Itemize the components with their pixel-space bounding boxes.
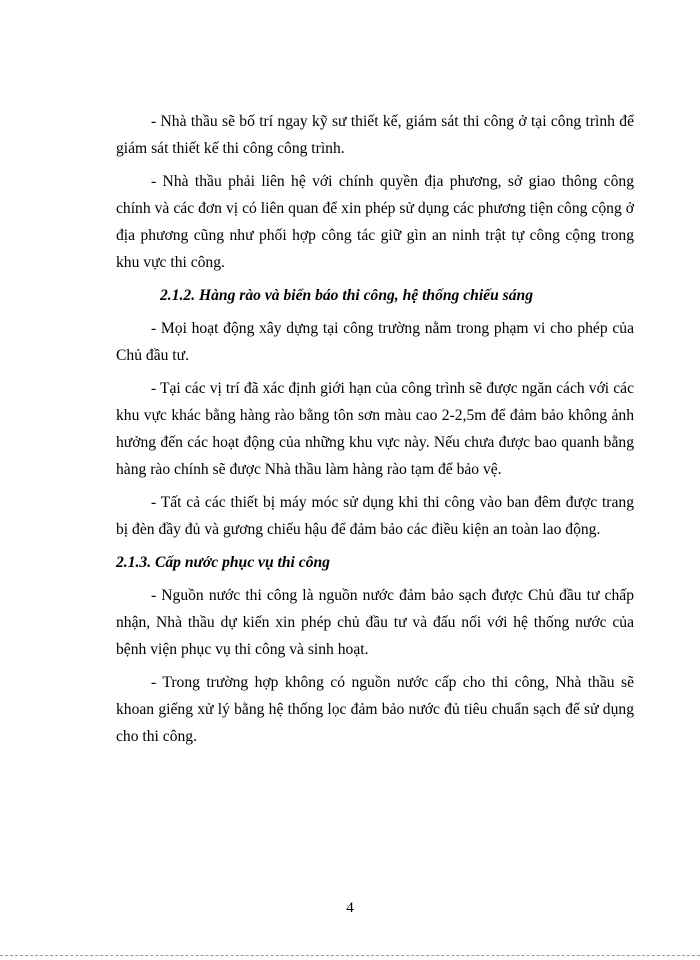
paragraph: - Nguồn nước thi công là nguồn nước đảm bảo sạch được Chủ đầu tư chấp nhận, Nhà thầu dự kiến xin phép chủ đầu tư và đấu nối với hệ thống nước của bệnh viện phục vụ thi công và sinh hoạt.	[116, 587, 634, 658]
page-number: 4	[346, 900, 354, 916]
paragraph: - Nhà thầu phải liên hệ với chính quyền địa phương, sở giao thông công chính và các đơn vị có liên quan để xin phép sử dụng các phương tiện công cộng ở địa phương cũng như phối hợp công tác giữ gìn an ninh trật tự công cộng trong khu vực thi công.	[116, 173, 634, 271]
paragraph: - Tất cả các thiết bị máy móc sử dụng khi thi công vào ban đêm được trang bị đèn đầy đủ và gương chiếu hậu để đảm bảo các điều kiện an toàn lao động.	[116, 494, 634, 538]
section-heading-2-1-2: 2.1.2. Hàng rào và biển báo thi công, hệ thống chiếu sáng	[160, 287, 534, 304]
paragraph: - Tại các vị trí đã xác định giới hạn của công trình sẽ được ngăn cách với các khu vực khác bằng hàng rào bằng tôn sơn màu cao 2-2,5m để đảm bảo không ảnh hưởng đến các hoạt động của những khu vực này. Nếu chưa được bao quanh bằng hàng rào chính sẽ được Nhà thầu làm hàng rào tạm để bảo vệ.	[116, 380, 634, 478]
paragraph: - Mọi hoạt động xây dựng tại công trường nằm trong phạm vi cho phép của Chủ đầu tư.	[116, 320, 634, 364]
section-heading-2-1-3: 2.1.3. Cấp nước phục vụ thi công	[116, 554, 330, 571]
page-divider	[0, 955, 700, 956]
paragraph: - Nhà thầu sẽ bố trí ngay kỹ sư thiết kế, giám sát thi công ở tại công trình để giám sát thiết kế thi công công trình.	[116, 113, 634, 157]
paragraph: - Trong trường hợp không có nguồn nước cấp cho thi công, Nhà thầu sẽ khoan giếng xử lý bằng hệ thống lọc đảm bảo nước đủ tiêu chuẩn sạch để sử dụng cho thi công.	[116, 674, 634, 745]
document-body	[116, 108, 634, 756]
